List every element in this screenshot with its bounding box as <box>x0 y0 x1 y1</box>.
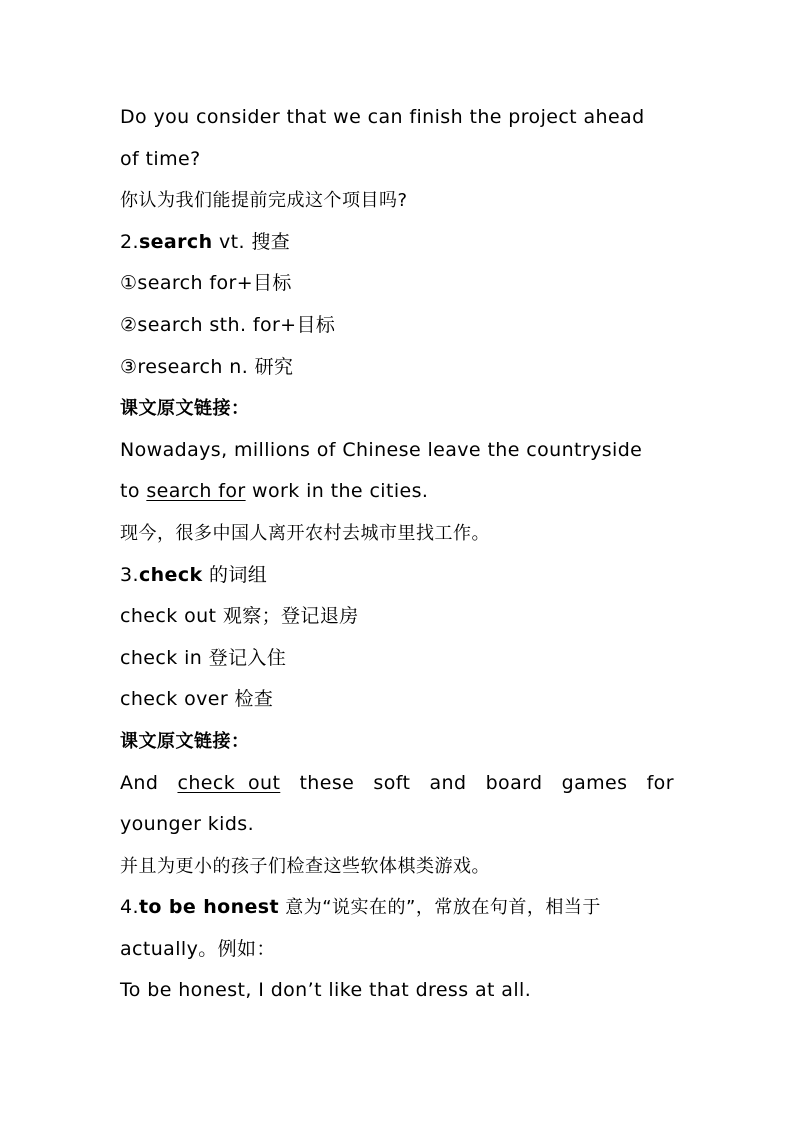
text-quote-cn: 并且为更小的孩子们检查这些软体棋类游戏。 <box>120 855 490 877</box>
text-fragment: to <box>120 480 147 503</box>
word: games <box>561 771 628 794</box>
heading-search <box>120 222 674 264</box>
phrase-check-in: check in 登记入住 <box>120 646 287 669</box>
usage-search-for: ①search for+目标 <box>120 272 292 295</box>
definition-cont: actually。例如： <box>120 937 276 960</box>
text-quote-en-justified <box>120 763 674 805</box>
document-page <box>120 97 674 1012</box>
heading-check <box>120 555 674 597</box>
keyword-definition: 的词组 <box>202 563 268 586</box>
word: And <box>120 771 159 794</box>
text-fragment: work in the cities. <box>245 480 429 503</box>
text-link-heading: 课文原文链接： <box>120 730 250 752</box>
item-number: 3. <box>120 563 139 586</box>
example-sentence-en: To be honest, I don’t like that dress at all. <box>120 979 532 1002</box>
keyword-check: check <box>138 563 203 586</box>
word: for <box>646 771 674 794</box>
item-number: 4. <box>120 896 139 919</box>
item-number: 2. <box>120 230 139 253</box>
phrase-check-over: check over 检查 <box>120 688 274 711</box>
example-sentence-cn: 你认为我们能提前完成这个项目吗? <box>120 190 408 212</box>
usage-research: ③research n. 研究 <box>120 355 294 378</box>
word: these <box>299 771 355 794</box>
underlined-phrase: search for <box>146 480 246 503</box>
example-sentence-en-cont: of time? <box>120 147 201 170</box>
keyword-definition: 意为“说实在的”，常放在句首，相当于 <box>278 897 601 919</box>
heading-to-be-honest <box>120 887 674 929</box>
underlined-phrase: check out <box>177 771 281 794</box>
example-sentence-en: Do you consider that we can finish the project ahead <box>120 106 645 128</box>
word: soft <box>373 771 411 794</box>
text-quote-en-cont <box>120 471 674 513</box>
usage-search-sth-for: ②search sth. for+目标 <box>120 313 336 336</box>
text-quote-cn: 现今，很多中国人离开农村去城市里找工作。 <box>120 522 490 544</box>
text-link-heading: 课文原文链接： <box>120 398 250 420</box>
phrase-check-out: check out 观察；登记退房 <box>120 605 359 628</box>
text-quote-en-cont: younger kids. <box>120 813 255 836</box>
keyword-to-be-honest: to be honest <box>138 896 279 919</box>
keyword-definition: vt. 搜查 <box>212 230 291 253</box>
text-quote-en: Nowadays, millions of Chinese leave the countryside <box>120 438 643 461</box>
word: board <box>485 771 543 794</box>
word: and <box>429 771 467 794</box>
keyword-search: search <box>138 230 213 253</box>
